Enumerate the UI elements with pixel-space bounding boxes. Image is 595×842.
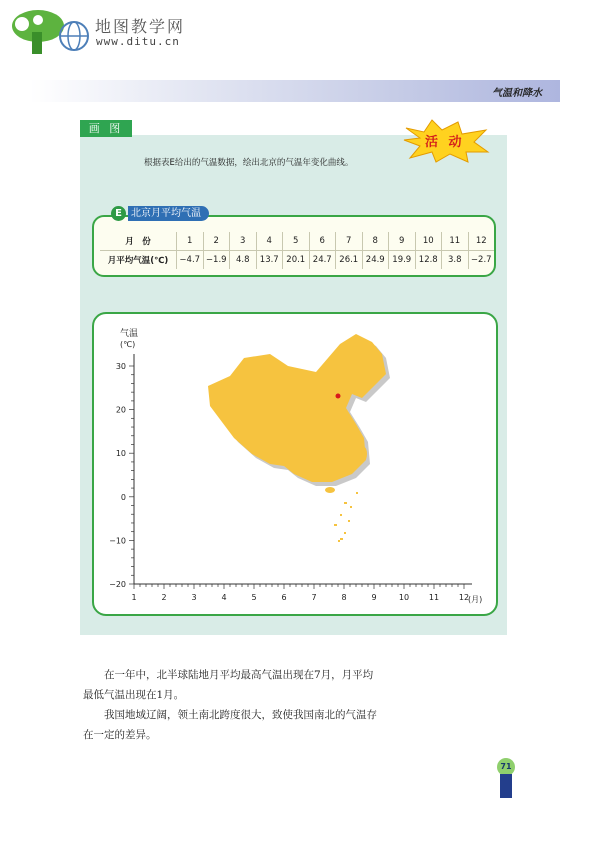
month-cell: 4 [256, 232, 283, 251]
body-paragraph: 在一年中，北半球陆地月平均最高气温出现在7月，月平均最低气温出现在1月。 [83, 669, 374, 701]
temperature-table [100, 232, 494, 269]
temperature-row [100, 251, 494, 270]
month-cell: 9 [389, 232, 416, 251]
x-axis-unit: (月) [468, 595, 483, 604]
beijing-marker [336, 394, 341, 399]
logo-url: www.ditu.cn [96, 35, 180, 48]
y-tick-label: 30 [115, 362, 126, 371]
y-axis-title: 气温 [120, 329, 139, 339]
temperature-cell: 12.8 [415, 251, 442, 270]
x-tick-label: 9 [371, 593, 377, 602]
temperature-header: 月平均气温(℃) [107, 256, 169, 266]
month-cell: 10 [415, 232, 442, 251]
x-tick-label: 4 [221, 593, 227, 602]
y-tick-label: 20 [115, 405, 126, 415]
x-tick-label: 12 [458, 593, 470, 602]
temperature-cell: 24.7 [309, 251, 336, 270]
body-text [83, 665, 383, 745]
x-tick-label: 3 [191, 593, 197, 602]
x-tick-label: 2 [161, 593, 167, 602]
page-number-bar [500, 774, 512, 798]
tree-logo-icon [10, 6, 90, 56]
y-tick-label: 0 [120, 492, 126, 502]
taiwan-island [361, 447, 367, 461]
temperature-cell: −2.7 [468, 251, 494, 270]
table-title: 北京月平均气温 [128, 206, 209, 221]
x-tick-label: 10 [398, 593, 410, 602]
chapter-header-bar [30, 80, 560, 102]
temperature-chart [94, 314, 496, 614]
logo-title: 地图教学网 [95, 17, 186, 36]
temperature-cell: 13.7 [256, 251, 283, 270]
activity-badge-label: 活 动 [425, 135, 465, 150]
temperature-cell: −4.7 [177, 251, 204, 270]
y-axis-unit: (℃) [120, 340, 136, 349]
china-map [208, 334, 390, 542]
hainan-island [325, 487, 335, 493]
activity-tab-label: 画 图 [80, 120, 132, 137]
chapter-title: 气温和降水 [492, 88, 542, 99]
month-cell: 5 [283, 232, 310, 251]
month-cell: 1 [177, 232, 204, 251]
temperature-cell: 20.1 [283, 251, 310, 270]
page-number: 71 [497, 758, 515, 776]
x-tick-label: 5 [251, 593, 257, 602]
month-cell: 6 [309, 232, 336, 251]
temperature-cell: 24.9 [362, 251, 389, 270]
x-tick-label: 1 [131, 593, 137, 602]
month-row [100, 232, 494, 251]
x-tick-label: 7 [311, 593, 317, 602]
y-tick-label: −10 [109, 536, 126, 546]
month-cell: 3 [230, 232, 257, 251]
month-cell: 2 [203, 232, 230, 251]
body-paragraph: 我国地域辽阔，领土南北跨度很大，致使我国南北的气温存在一定的差异。 [83, 709, 377, 741]
south-sea-islands [334, 492, 358, 542]
month-header: 月 份 [100, 232, 177, 251]
activity-instruction: 根据表E给出的气温数据，绘出北京的气温年变化曲线。 [144, 158, 354, 168]
temperature-cell: −1.9 [203, 251, 230, 270]
x-tick-label: 6 [281, 593, 287, 602]
month-cell: 7 [336, 232, 363, 251]
y-tick-label: 10 [115, 449, 126, 459]
month-cell: 11 [442, 232, 469, 251]
china-map-shape [208, 334, 386, 482]
month-cell: 8 [362, 232, 389, 251]
x-tick-label: 8 [341, 593, 347, 602]
month-cell: 12 [468, 232, 494, 251]
chart-box [92, 312, 498, 616]
temperature-cell: 4.8 [230, 251, 257, 270]
y-tick-label: −20 [109, 580, 126, 589]
table-badge: E [111, 206, 126, 221]
temperature-cell: 26.1 [336, 251, 363, 270]
temperature-cell: 19.9 [389, 251, 416, 270]
temperature-cell: 3.8 [442, 251, 469, 270]
x-tick-label: 11 [428, 593, 440, 602]
